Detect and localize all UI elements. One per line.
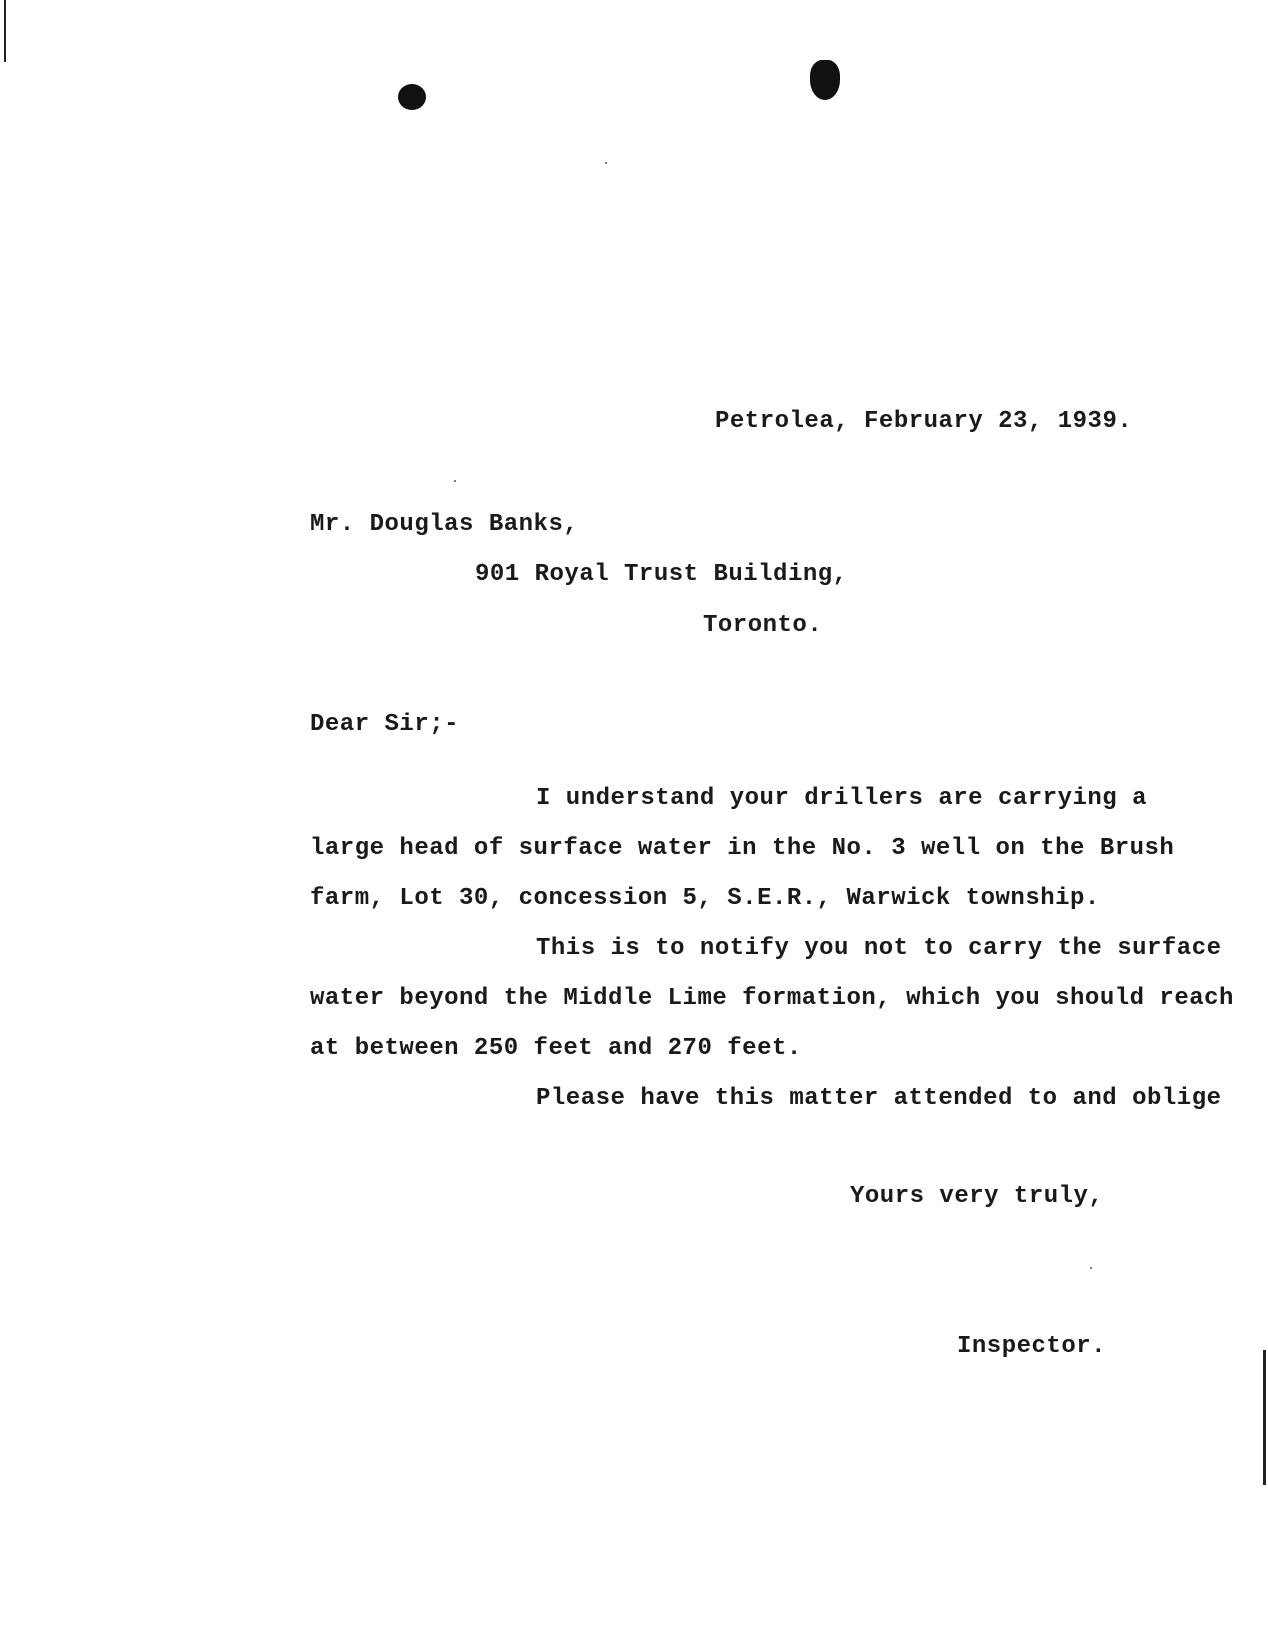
recipient-city: Toronto.	[703, 612, 823, 639]
body-line: large head of surface water in the No. 3 well on the Brush	[310, 835, 1175, 862]
body-line: farm, Lot 30, concession 5, S.E.R., Warwick township.	[310, 885, 1100, 912]
scan-speck	[1090, 1267, 1092, 1269]
salutation: Dear Sir;-	[310, 711, 460, 738]
signature-title: Inspector.	[957, 1333, 1107, 1360]
recipient-address: 901 Royal Trust Building,	[475, 561, 848, 588]
recipient-name: Mr. Douglas Banks,	[310, 511, 579, 538]
right-edge-mark	[1263, 1350, 1266, 1485]
body-line: Please have this matter attended to and oblige	[536, 1085, 1222, 1112]
body-line: at between 250 feet and 270 feet.	[310, 1035, 802, 1062]
punch-hole-left	[398, 84, 426, 110]
closing: Yours very truly,	[850, 1183, 1104, 1210]
body-line: water beyond the Middle Lime formation, which you should reach	[310, 985, 1234, 1012]
scan-speck	[454, 480, 456, 482]
scan-speck	[605, 162, 607, 164]
dateline: Petrolea, February 23, 1939.	[715, 408, 1133, 435]
body-line: This is to notify you not to carry the surface	[536, 935, 1222, 962]
left-edge-mark	[4, 0, 6, 62]
punch-hole-right	[810, 60, 840, 100]
body-line: I understand your drillers are carrying a	[536, 785, 1147, 812]
